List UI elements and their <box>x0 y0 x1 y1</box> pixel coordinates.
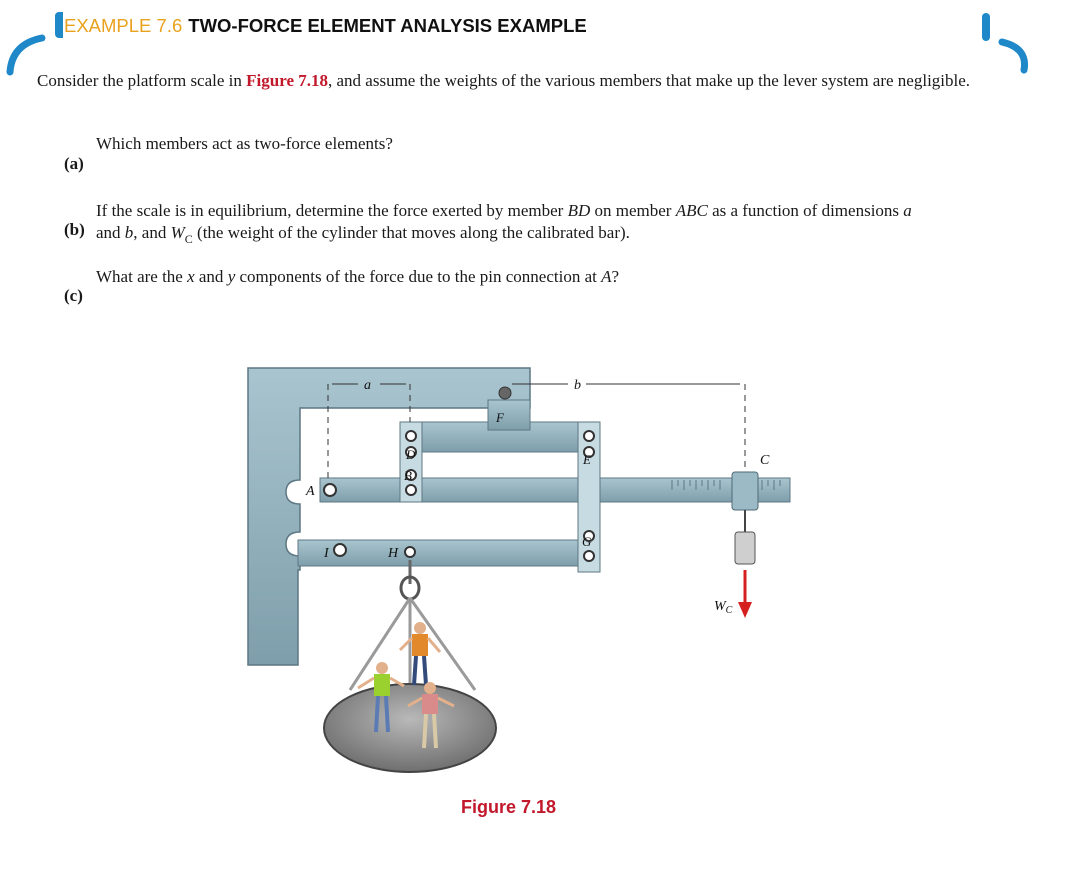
dim-label-b: b <box>574 378 581 393</box>
scale-platform <box>324 684 496 772</box>
label-C: C <box>760 453 770 468</box>
question-a-label: (a) <box>64 154 84 173</box>
question-c-label: (c) <box>64 286 83 305</box>
question-b-label: (b) <box>64 220 85 239</box>
intro-text-2: , and assume the weights of the various members that make up the lever system are negligible. <box>328 71 971 90</box>
question-c-text: What are the x and y components of the force due to the pin connection at A? <box>96 267 620 286</box>
platform-scale-figure <box>240 360 800 790</box>
intro-paragraph <box>37 70 1027 92</box>
figure-caption: Figure 7.18 <box>461 797 557 817</box>
label-G: G <box>582 534 592 549</box>
pivot-F <box>499 387 511 399</box>
sliding-poise-C <box>732 472 758 510</box>
label-A: A <box>306 484 315 499</box>
label-W: $W_C$ <box>714 599 733 616</box>
question-a-text: Which members act as two-force elements? <box>96 134 393 153</box>
label-H: H <box>388 546 399 561</box>
label-B: B <box>404 468 412 483</box>
decorative-corner-brackets <box>0 0 1080 80</box>
link-EG <box>578 422 600 572</box>
label-I: I <box>324 546 329 561</box>
member-F-hanger <box>488 400 530 430</box>
label-E: E <box>583 452 591 467</box>
label-D: D <box>406 447 416 462</box>
figure-reference-link[interactable]: Figure 7.18 <box>246 71 328 90</box>
question-b-line2: and b, and $W_C$ (the weight of the cylinder that moves along the calibrated bar). <box>96 223 630 246</box>
intro-text-1: Consider the platform scale in <box>37 71 247 90</box>
question-b-line1: If the scale is in equilibrium, determine the force exerted by member BD on member ABC as a function of dimensions a <box>96 201 912 220</box>
dim-label-a: a <box>364 378 371 393</box>
example-title: TWO-FORCE ELEMENT ANALYSIS EXAMPLE <box>188 15 587 36</box>
label-F: F <box>496 410 504 425</box>
cylinder-weight <box>735 532 755 564</box>
example-number: EXAMPLE 7.6 <box>64 15 183 36</box>
